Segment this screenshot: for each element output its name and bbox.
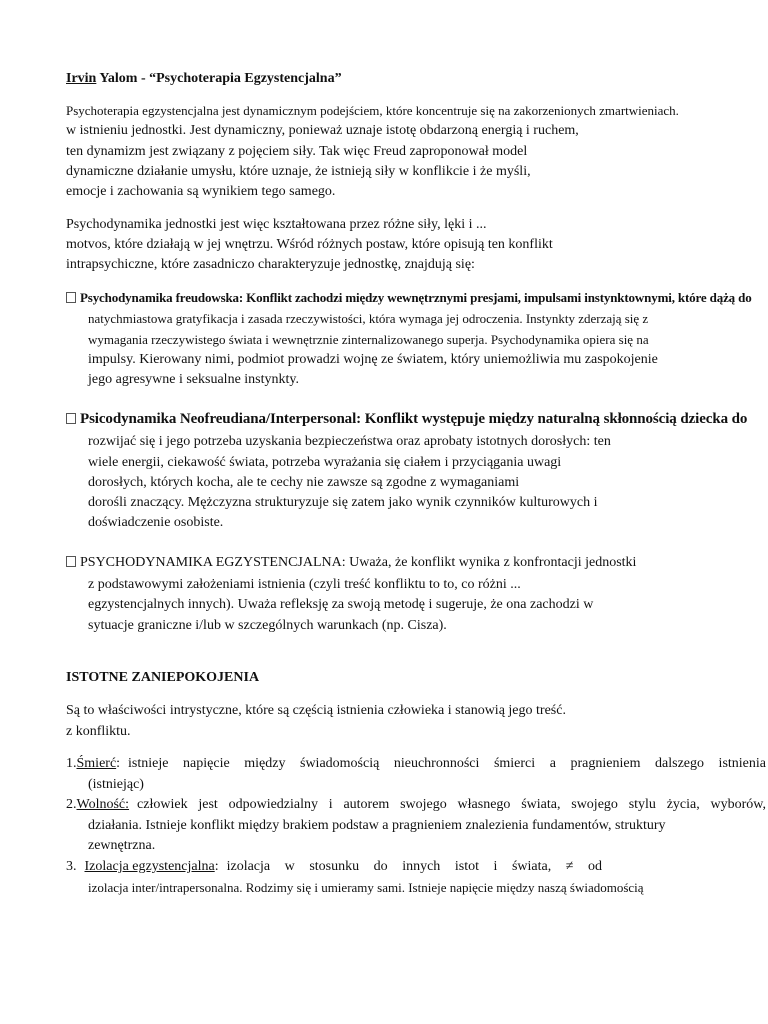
item-number: 1. xyxy=(66,756,77,771)
freud-line: natychmiastowa gratyfikacja i zasada rzeczywistości, która wymaga jej odroczenia. Instynkty zderzają się z xyxy=(88,311,649,326)
para2-line: intrapsychiczne, które zasadniczo charakteryzuje jednostkę, znajdują się: xyxy=(66,257,475,272)
work-title: “Psychoterapia Egzystencjalna” xyxy=(149,71,342,86)
neo-line: wiele energii, ciekawość świata, potrzeba wyrażania się ciałem i przyciągania uwagi xyxy=(88,455,562,470)
section-intro-line: Są to właściwości intrystyczne, które są częścią istnienia człowieka i stanowią jego treść. xyxy=(66,703,566,718)
item-line: izolacja inter/intrapersonalna. Rodzimy się i umieramy sami. Istnieje napięcie między naszą świadomością xyxy=(88,880,644,895)
bullet-icon xyxy=(66,292,76,303)
neo-line: rozwijać się i jego potrzeba uzyskania bezpieczeństwa oraz aprobaty istotnych dorosłych: ten xyxy=(88,434,611,449)
intro-line: w istnieniu jednostki. Jest dynamiczny, ponieważ uznaje istotę obdarzoną energią i ruchem, xyxy=(66,123,579,138)
para2-line: motvos, które działają w jej wnętrzu. Wśród różnych postaw, które opisują ten konflikt xyxy=(66,237,553,252)
section-intro-line: z konfliktu. xyxy=(66,724,131,739)
freud-heading: Psychodynamika freudowska: Konflikt zachodzi między wewnętrznymi presjami, impulsami instynktownymi, które dążą do xyxy=(66,291,752,304)
item-term: Śmierć xyxy=(76,756,117,771)
section-heading: ISTOTNE ZANIEPOKOJENIA xyxy=(66,670,260,685)
neo-line: dorośli znaczący. Mężczyzna strukturyzuje się zatem jako wynik czynników kulturowych i xyxy=(88,495,598,510)
bullet-icon xyxy=(66,413,76,424)
neo-line: doświadczenie osobiste. xyxy=(88,515,224,530)
list-item-freedom xyxy=(66,798,766,812)
freud-line: impulsy. Kierowany nimi, podmiot prowadzi wojnę ze światem, który uniemożliwia mu zaspokojenie xyxy=(88,352,658,367)
item-number: 3. xyxy=(66,859,77,874)
item-line: działania. Istnieje konflikt między brakiem podstaw a pragnieniem znalezienia fundamentów, struktury xyxy=(88,818,666,833)
item-text: izolacja w stosunku do innych istot i świata, ≠ od xyxy=(226,859,602,874)
author-first-name: Irvin xyxy=(66,71,97,86)
intro-line: emocje i zachowania są wynikiem tego samego. xyxy=(66,184,336,199)
list-item-isolation: 3. Izolacja egzystencjalna: izolacja w stosunku do innych istot i świata, ≠ od xyxy=(66,859,602,874)
para2-line: Psychodynamika jednostki jest więc kształtowana przez różne siły, lęki i ... xyxy=(66,217,487,232)
item-text: istnieje napięcie między świadomością nieuchronności śmierci a pragnieniem dalszego istnienia xyxy=(128,756,766,771)
item-term: Izolacja egzystencjalna xyxy=(84,859,215,874)
neo-heading: Psicodynamika Neofreudiana/Interpersonal: Konflikt występuje między naturalną skłonnością dziecka do xyxy=(66,412,747,427)
item-line: zewnętrzna. xyxy=(88,838,156,853)
egz-line: sytuacje graniczne i/lub w szczególnych warunkach (np. Cisza). xyxy=(88,618,447,633)
page-title xyxy=(66,72,342,86)
intro-line: Psychoterapia egzystencjalna jest dynamicznym podejściem, które koncentruje się na zakorzenionych zmartwieniach. xyxy=(66,103,679,118)
item-text: człowiek jest odpowiedzialny i autorem swojego własnego świata, swojego stylu życia, wyborów, xyxy=(137,797,766,812)
intro-line: ten dynamizm jest związany z pojęciem siły. Tak więc Freud zaproponował model xyxy=(66,144,528,159)
author-last-name: Yalom xyxy=(96,71,138,86)
freud-line: jego agresywne i seksualne instynkty. xyxy=(88,372,299,387)
intro-line: dynamiczne działanie umysłu, które uznaje, że istnieją siły w konflikcie i że myśli, xyxy=(66,164,531,179)
item-line: (istniejąc) xyxy=(88,777,144,792)
item-number: 2. xyxy=(66,797,77,812)
bullet-icon xyxy=(66,556,76,567)
title-separator: - xyxy=(137,71,150,86)
list-item-death: 1. Śmierć: istnieje napięcie między świadomością nieuchronności śmierci a pragnieniem dalszego istnienia xyxy=(66,756,766,771)
item-term: Wolność: xyxy=(76,797,130,812)
neo-line: dorosłych, których kocha, ale te cechy nie zawsze są zgodne z wymaganiami xyxy=(88,475,520,490)
freud-line: wymagania rzeczywistego świata i wewnętrznie zinternalizowanego superja. Psychodynamika opiera się na xyxy=(88,332,649,347)
egz-heading: PSYCHODYNAMIKA EGZYSTENCJALNA: Uważa, że konflikt wynika z konfrontacji jednostki xyxy=(66,556,636,570)
egz-line: egzystencjalnych innych). Uważa refleksję za swoją metodę i sugeruje, że ona zachodzi w xyxy=(88,597,594,612)
egz-line: z podstawowymi założeniami istnienia (czyli treść konfliktu to to, co różni ... xyxy=(88,577,521,592)
